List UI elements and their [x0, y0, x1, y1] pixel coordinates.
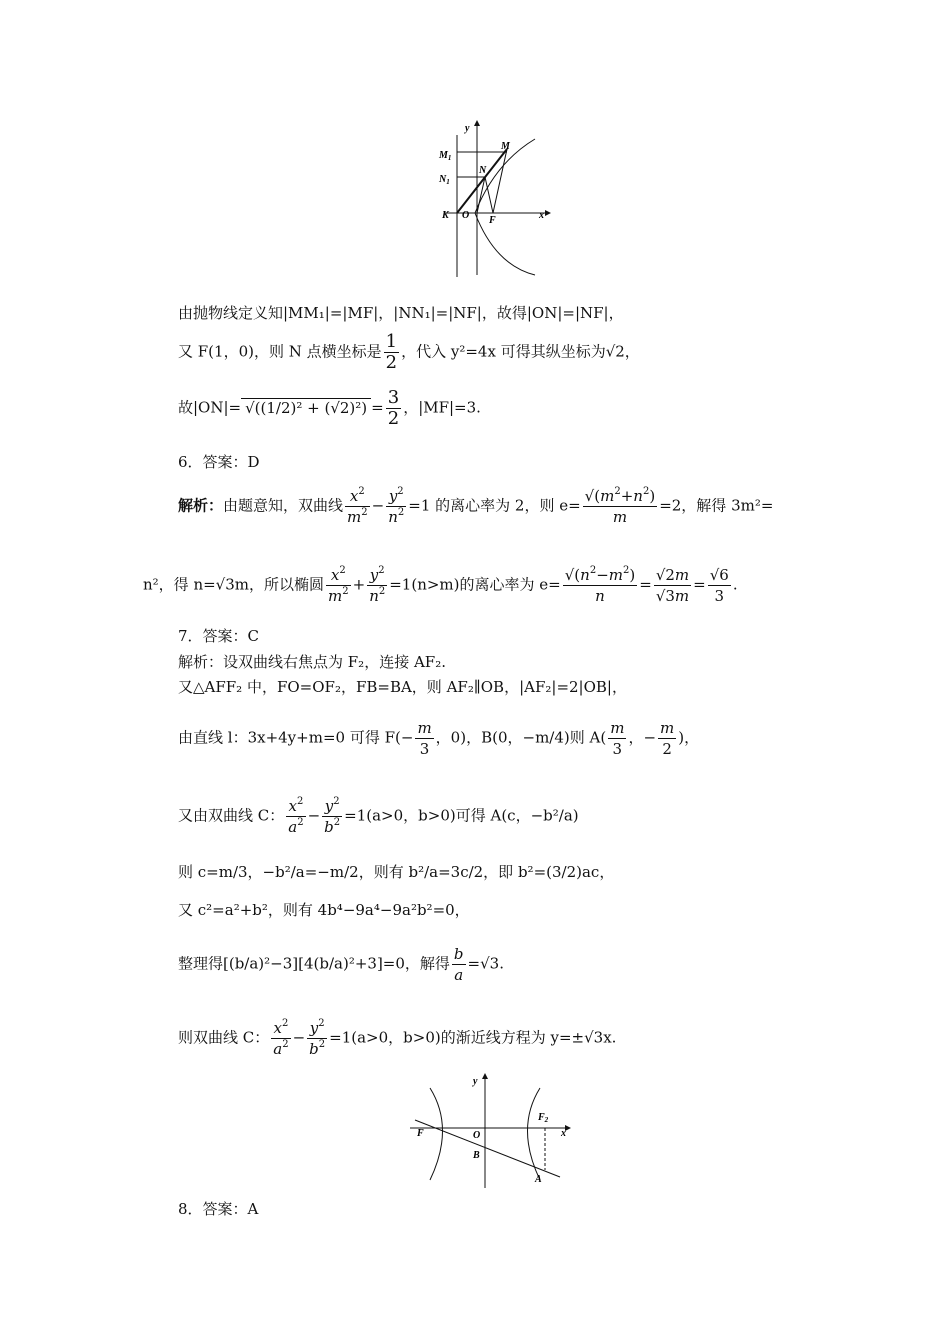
q6-answer: 6．答案：D — [178, 453, 260, 471]
q7-line8: 则双曲线 C： $\frac{x^2}{a^2}$ − $\frac{y^2}{b^2}$ =1(a>0，b>0)的渐近线方程为 y=±√3x. — [178, 1018, 617, 1058]
fig2-label-F: F — [417, 1128, 424, 1139]
parabola-figure — [425, 115, 560, 280]
q8-answer: 8．答案：A — [178, 1200, 259, 1218]
fig2-label-F2: $F_2$ — [538, 1112, 549, 1124]
q7-line1: 解析：设双曲线右焦点为 F₂，连接 AF₂. — [178, 653, 446, 671]
fig2-label-O: O — [473, 1130, 481, 1141]
fig2-label-y: y — [473, 1076, 478, 1087]
fig1-label-N: N — [479, 165, 487, 176]
fig2-label-B: B — [473, 1150, 480, 1161]
fig1-label-N1: $N_1$ — [439, 174, 450, 186]
fig1-label-F: F — [489, 215, 496, 226]
p5-line1: 由抛物线定义知|MM₁|=|MF|，|NN₁|=|NF|，故得|ON|=|NF|， — [178, 304, 624, 322]
fig2-label-A: A — [535, 1174, 542, 1185]
fig1-label-O: O — [462, 210, 470, 221]
fig1-label-M1: $M_1$ — [439, 150, 452, 162]
q7-line6: 又 c²=a²+b²，则有 4b⁴−9a⁴−9a²b²=0， — [178, 901, 470, 919]
q7-line3: 由直线 l：3x+4y+m=0 可得 F(− $\frac{m}{3}$ ，0)，B(0，−m/4)则 A( $\frac{m}{3}$ ，− $\frac{m}{2}$ )， — [178, 719, 700, 758]
q6-line1: 解析：由题意知，双曲线 $\frac{x^2}{m^2}$ − $\frac{y^2}{n^2}$ =1 的离心率为 2，则 e= $\frac{√(m^2+n^2)}{m}$ =2，解得 3m²= — [178, 486, 774, 526]
q7-line2: 又△AFF₂ 中，FO=OF₂，FB=BA，则 AF₂∥OB，|AF₂|=2|OB|， — [178, 678, 627, 696]
fig1-label-x: x — [539, 210, 544, 221]
q7-line7: 整理得[(b/a)²−3][4(b/a)²+3]=0，解得 $\frac{b}{a}$ =√3. — [178, 945, 504, 984]
q7-line4: 又由双曲线 C： $\frac{x^2}{a^2}$ − $\frac{y^2}{b^2}$ =1(a>0，b>0)可得 A(c，−b²/a) — [178, 796, 579, 836]
fig1-label-K: K — [442, 210, 449, 221]
p5-line3: 故|ON|= √((1/2)² + (√2)²) = $\frac{3}{2}$ ，|MF|=3. — [178, 387, 481, 429]
q7-line5: 则 c=m/3，−b²/a=−m/2，则有 b²/a=3c/2，即 b²=(3/2)ac， — [178, 863, 615, 881]
radical-expression: √((1/2)² + (√2)²) — [241, 398, 371, 417]
fig1-label-M: M — [501, 141, 510, 152]
q7-answer: 7．答案：C — [178, 627, 260, 645]
fig1-label-y: y — [465, 123, 470, 134]
p5-line2: 又 F(1，0)，则 N 点横坐标是 $\frac{1}{2}$ ，代入 y²=4x 可得其纵坐标为√2， — [178, 331, 640, 373]
hyperbola-figure — [405, 1070, 580, 1190]
q6-line2: n²，得 n=√3m，所以椭圆 $\frac{x^2}{m^2}$ + $\frac{y^2}{n^2}$ =1(n>m)的离心率为 e= $\frac{√(n^2-m^2)}{n}$ = $\frac{√2m}{√3m}$ = $\frac{√6}{3}$ . — [143, 565, 738, 605]
fig2-label-x: x — [561, 1128, 566, 1139]
